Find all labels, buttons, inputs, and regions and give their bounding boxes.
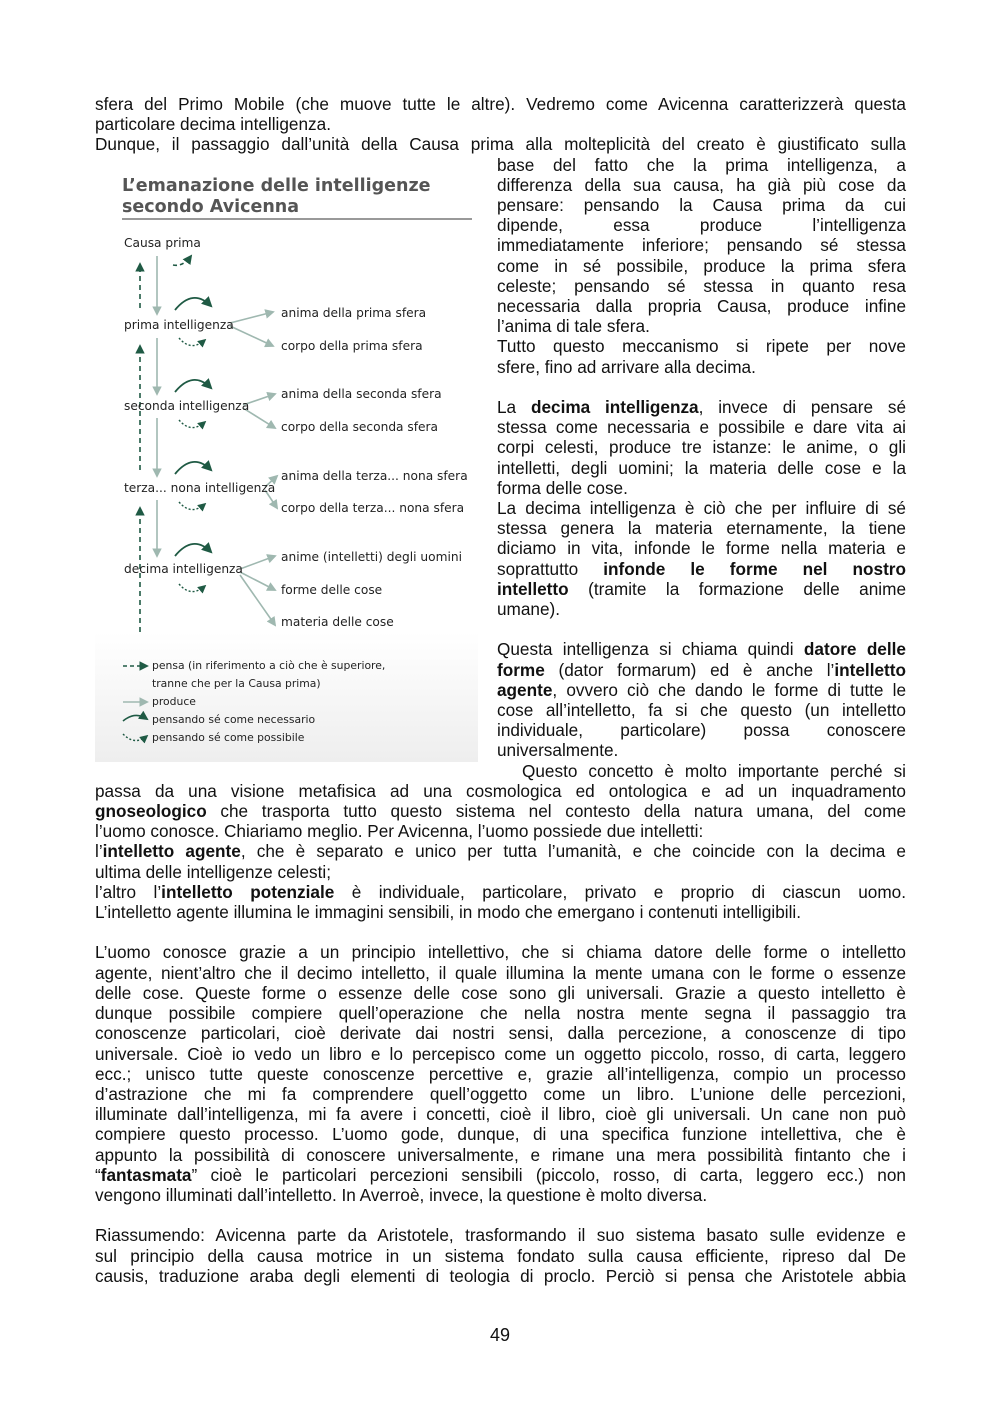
text-line: stessa come necessaria e possibile e dare vita ai — [497, 417, 906, 438]
text-line: intelletti, degli uomini; la materia delle cose e la — [497, 457, 906, 478]
text-line: sfere, fino ad arrivare alla decima. — [497, 356, 756, 377]
text-line: causis, traduzione araba degli elementi di teologia di proclo. Perciò si pensa che Aristotele abbia — [95, 1265, 906, 1286]
text-line: Dunque, il passaggio dall’unità della Causa prima alla molteplicità del creato è giustificato sulla — [95, 134, 906, 155]
produce-arrow — [230, 312, 273, 323]
text-line: l’altro l’intelletto potenziale è individuale, particolare, privato e proprio di ciascun uomo. — [95, 881, 906, 902]
text-line: ecc.; unisco tutte queste conoscenze percettive e, grazie all’intelligenza, compio un processo — [95, 1063, 906, 1084]
text-line: forme (dator formarum) ed è anche l’intelletto — [497, 659, 906, 680]
text-line: necessaria dalla propria Causa, produce infine — [497, 296, 906, 317]
possibile-arrows — [179, 338, 205, 592]
possibile-arrow — [179, 420, 205, 428]
text-line: stessa genera la materia eternamente, la tiene — [497, 518, 906, 539]
legend-produce: produce — [152, 695, 196, 708]
text-line: pensare: pensando la Causa prima da cui — [497, 195, 906, 216]
text-line: intelletto (tramite la formazione delle anime — [497, 578, 906, 599]
label-corpo-seconda-sfera: corpo della seconda sfera — [281, 420, 439, 434]
text-line: L’uomo conosce grazie a un principio intellettivo, che si chiama datore delle forme o intelletto — [95, 942, 906, 963]
label-anima-prima-sfera: anima della prima sfera — [281, 306, 427, 320]
text-line: sul principio della causa motrice in un sistema fondato sulla causa efficiente, ripreso dal De — [95, 1245, 906, 1266]
text-line: delle cose. Queste forme o essenze delle cose sono gli universali. Grazie a questo intelletto è — [95, 982, 906, 1003]
text-line: universalmente. — [497, 740, 619, 761]
label-terza-nona-intelligenza: terza... nona intelligenza — [124, 481, 276, 495]
text-line: d’astrazione che mi fa comprendere quell’oggetto come un libro. L’unione delle percezioni, — [95, 1083, 906, 1104]
produce-arrow — [230, 326, 273, 346]
text-line: differenza della sua causa, ha già più cose da — [497, 174, 906, 195]
possibile-arrow — [179, 338, 205, 346]
text-line: La decima intelligenza, invece di pensare sé — [497, 397, 906, 418]
text-line: ultima delle intelligenze celesti; — [95, 861, 331, 882]
text-line: appunto la possibilità di conoscere universalmente, e rimane una mera possibilità fintanto che i — [95, 1144, 906, 1165]
text-line: conoscenze particolari, cioè derivate dai nostri sensi, dalla percezione, a conoscenze di tipo — [95, 1023, 906, 1044]
diagram-arrows — [95, 170, 478, 762]
text-line: diciamo in vita, infonde le forme nella materia e — [497, 538, 906, 559]
text-line: L’intelletto agente illumina le immagini sensibili, in modo che emergano i contenuti intelligibili. — [95, 902, 802, 923]
label-anima-seconda-sfera: anima della seconda sfera — [281, 387, 442, 401]
text-line: l’intelletto agente, che è separato e unico per tutta l’umanità, e che coincide con la decima e — [95, 841, 906, 862]
label-causa-prima: Causa prima — [124, 236, 201, 250]
text-line: passa da una visione metafisica ad una cosmologica ed ontologica e ad un inquadramento — [95, 780, 906, 801]
text-line: agente, nient’altro che il decimo intelletto, il quale illumina la mente umana con le forme o essenze — [95, 962, 906, 983]
possibile-arrow — [179, 502, 205, 510]
text-line: vengono illuminati dall’intelletto. In Averroè, invece, la questione è molto diversa. — [95, 1184, 708, 1205]
text-line: soprattutto infonde le forme nel nostro — [497, 558, 906, 579]
necessario-arrow — [175, 462, 211, 474]
label-prima-intelligenza: prima intelligenza — [124, 318, 234, 332]
label-corpo-terza-nona-sfera: corpo della terza... nona sfera — [281, 501, 465, 515]
legend-possibile: pensando sé come possibile — [152, 731, 305, 744]
produce-arrow — [240, 575, 275, 625]
text-line: forma delle cose. — [497, 477, 628, 498]
diagram-title: L’emanazione delle intelligenze secondo Avicenna — [122, 176, 431, 217]
text-line: come in sé possibile, produce la prima sfera — [497, 255, 906, 276]
text-line: immediatamente inferiore; pensando sé stessa — [497, 235, 906, 256]
label-forme-cose: forme delle cose — [281, 583, 383, 597]
text-line: sfera del Primo Mobile (che muove tutte le altre). Vedremo come Avicenna caratterizzerà questa — [95, 94, 906, 114]
text-line: umane). — [497, 599, 561, 620]
label-decima-intelligenza: decima intelligenza — [124, 562, 243, 576]
text-line: celeste; pensando sé stessa in quanto resa — [497, 275, 906, 296]
text-line: La decima intelligenza è ciò che per influire di sé — [497, 498, 906, 519]
text-line: corpi celesti, produce tre istanze: le anime, o gli — [497, 437, 906, 458]
legend-necessario-symbol — [123, 715, 147, 721]
text-line: agente, ovvero ciò che dando le forme di tutte le — [497, 679, 906, 700]
label-corpo-prima-sfera: corpo della prima sfera — [281, 339, 423, 353]
produce-arrow — [240, 572, 275, 590]
text-line: Questa intelligenza si chiama quindi datore delle — [497, 639, 906, 660]
label-seconda-intelligenza: seconda intelligenza — [124, 399, 250, 413]
label-materia-cose: materia delle cose — [281, 615, 394, 629]
text-line: gnoseologico che trasporta tutto questo sistema nel contesto della natura umana, del come — [95, 801, 906, 822]
possibile-arrow — [179, 584, 205, 592]
emanation-diagram — [95, 170, 478, 762]
legend-symbols — [123, 666, 147, 741]
text-line: Tutto questo meccanismo si ripete per nove — [497, 336, 906, 357]
text-line: dunque possibile compiere quell’operazione che nella nostra mente segna il passaggio tra — [95, 1003, 906, 1024]
label-anima-terza-nona-sfera: anima della terza... nona sfera — [281, 469, 468, 483]
text-line: “fantasmata” cioè le particolari percezioni sensibili (piccolo, rosso, di carta, leggero ecc.) non — [95, 1164, 906, 1185]
text-line: base del fatto che la prima intelligenza, a — [497, 154, 906, 175]
produce-arrow — [240, 556, 275, 569]
pensa-arrow — [173, 256, 191, 265]
legend-pensa-line2: tranne che per la Causa prima) — [152, 677, 321, 690]
necessario-arrow — [175, 544, 211, 556]
text-line: individuale, particolare) possa conoscere — [497, 720, 906, 741]
text-line: Questo concetto è molto importante perché si — [522, 760, 906, 781]
text-line: universale. Cioè io vedo un libro e lo percepisco come un oggetto piccolo, rosso, di carta, leggero — [95, 1043, 906, 1064]
page-number: 49 — [489, 1325, 511, 1345]
text-line: compiere questo processo. L’uomo gode, dunque, di una specifica funzione intellettiva, che è — [95, 1124, 906, 1145]
text-line: l’uomo conosce. Chiariamo meglio. Per Avicenna, l’uomo possiede due intelletti: — [95, 821, 704, 842]
text-line: particolare decima intelligenza. — [95, 114, 331, 135]
text-line: cose all’intelletto, fa si che questo (un intelletto — [497, 700, 906, 721]
legend-necessario: pensando sé come necessario — [152, 713, 316, 726]
necessario-arrow — [175, 298, 211, 310]
text-line: Riassumendo: Avicenna parte da Aristotele, trasformando il suo sistema basato sulle evidenze e — [95, 1225, 906, 1246]
legend-pensa-line1: pensa (in riferimento a ciò che è superiore, — [152, 659, 386, 672]
legend-possibile-symbol — [123, 734, 147, 741]
necessario-arrow — [175, 380, 211, 392]
text-line: dipende, essa produce l’intelligenza — [497, 215, 906, 236]
text-line: l’anima di tale sfera. — [497, 316, 650, 337]
text-line: illuminate dall’intelligenza, mi fa avere i concetti, cioè il libro, cioè gli universali. Un cane non può — [95, 1104, 906, 1125]
label-anime-uomini: anime (intelletti) degli uomini — [281, 550, 462, 564]
